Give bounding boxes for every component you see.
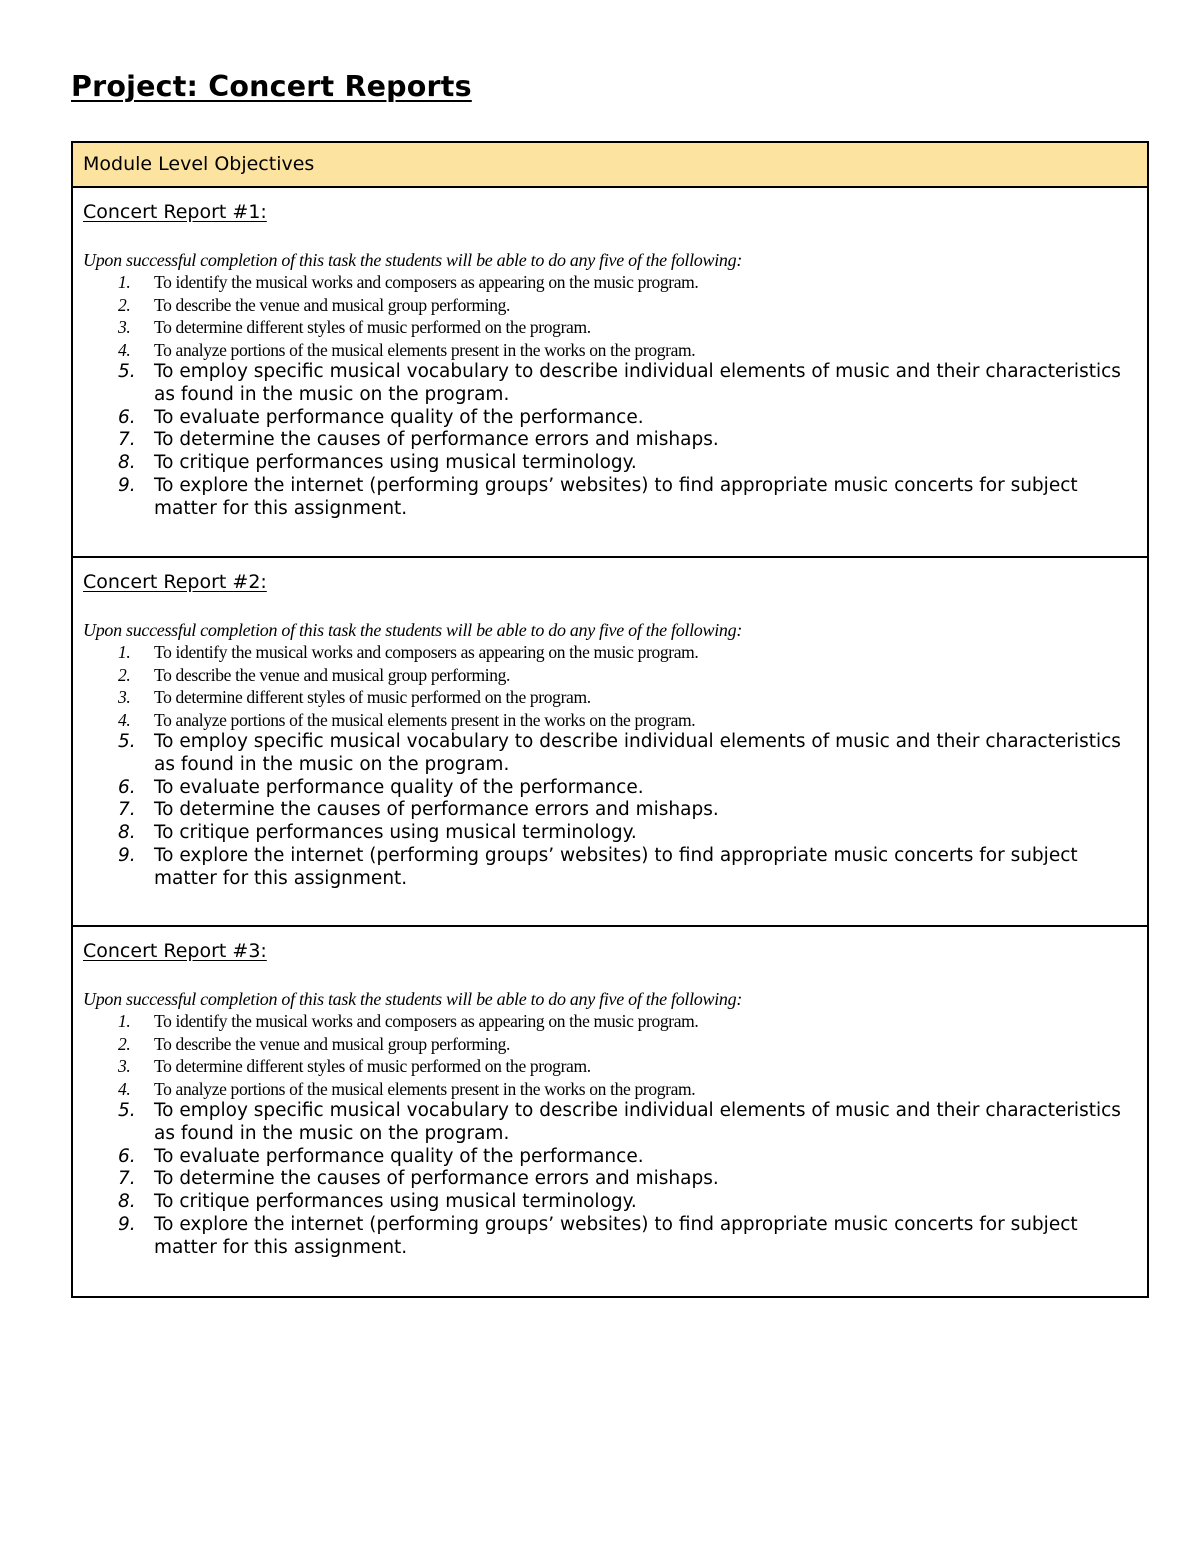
objective-number: 3.	[118, 1056, 131, 1076]
objective-text: To analyze portions of the musical elements present in the works on the program.	[154, 1078, 696, 1099]
objective-text: To determine the causes of performance errors and mishaps.	[154, 799, 719, 821]
objective-number: 8.	[118, 822, 136, 844]
objective-item	[83, 475, 1137, 521]
report-row	[72, 926, 1148, 1297]
objective-number: 2.	[118, 1033, 131, 1054]
objective-text: To determine different styles of music performed on the program.	[154, 1056, 591, 1076]
objective-item	[83, 1078, 1137, 1101]
objective-text: To employ specific musical vocabulary to describe individual elements of music and their characteristics as found in the music on the program.	[154, 731, 1121, 775]
objective-text: To analyze portions of the musical elements present in the works on the program.	[154, 709, 696, 730]
objective-text: To employ specific musical vocabulary to describe individual elements of music and their characteristics as found in the music on the program.	[154, 361, 1121, 405]
objective-text: To critique performances using musical terminology.	[154, 1191, 637, 1213]
report-row	[72, 187, 1148, 557]
objective-item	[83, 1191, 1137, 1214]
objective-number: 2.	[118, 664, 131, 685]
objective-number: 2.	[118, 294, 131, 315]
report-heading: Concert Report #2:	[83, 571, 267, 593]
objective-item	[83, 1168, 1137, 1191]
table-header-row	[72, 142, 1148, 187]
objective-number: 9.	[118, 474, 136, 496]
report-heading: Concert Report #3:	[83, 940, 267, 962]
objective-text: To evaluate performance quality of the performance.	[154, 776, 644, 798]
objective-list	[83, 641, 1137, 891]
objective-text: To explore the internet (performing groups’ websites) to find appropriate music concerts for subject matter for this assignment.	[154, 474, 1078, 519]
objective-number: 4.	[118, 709, 131, 730]
objective-text: To describe the venue and musical group performing.	[154, 664, 511, 685]
objective-item	[83, 641, 1137, 664]
objective-number: 7.	[118, 429, 136, 451]
objective-text: To determine different styles of music performed on the program.	[154, 687, 591, 707]
objective-item	[83, 664, 1137, 687]
objective-text: To critique performances using musical terminology.	[154, 822, 637, 844]
objective-number: 6.	[118, 1145, 136, 1167]
objective-item	[83, 1033, 1137, 1056]
objective-item	[83, 361, 1137, 407]
objective-item	[83, 339, 1137, 362]
objective-text: To determine the causes of performance errors and mishaps.	[154, 1168, 719, 1190]
objective-text: To evaluate performance quality of the performance.	[154, 1145, 644, 1167]
objective-number: 7.	[118, 799, 136, 821]
objective-text: To explore the internet (performing groups’ websites) to find appropriate music concerts for subject matter for this assignment.	[154, 844, 1078, 889]
objective-item	[83, 1100, 1137, 1146]
objective-list	[83, 1010, 1137, 1260]
objective-number: 3.	[118, 687, 131, 707]
objective-item	[83, 686, 1137, 709]
objective-text: To determine different styles of music performed on the program.	[154, 317, 591, 337]
objective-item	[83, 1010, 1137, 1033]
objective-item	[83, 845, 1137, 891]
objective-text: To analyze portions of the musical elements present in the works on the program.	[154, 339, 696, 360]
objective-number: 8.	[118, 1191, 136, 1213]
objective-item	[83, 452, 1137, 475]
objective-number: 1.	[118, 642, 131, 662]
objective-item	[83, 429, 1137, 452]
objective-number: 9.	[118, 1213, 136, 1235]
objective-number: 4.	[118, 1078, 131, 1099]
table-header: Module Level Objectives	[72, 142, 1148, 187]
objective-item	[83, 407, 1137, 430]
objective-text: To identify the musical works and composers as appearing on the music program.	[154, 272, 699, 292]
objective-item	[83, 1214, 1137, 1260]
objective-text: To describe the venue and musical group performing.	[154, 1033, 511, 1054]
page-title: Project: Concert Reports	[71, 70, 472, 103]
objective-number: 6.	[118, 406, 136, 428]
objective-item	[83, 822, 1137, 845]
objective-number: 6.	[118, 776, 136, 798]
report-heading: Concert Report #1:	[83, 201, 267, 223]
objective-number: 7.	[118, 1168, 136, 1190]
objective-number: 1.	[118, 272, 131, 292]
objectives-table	[71, 141, 1149, 1298]
objective-text: To explore the internet (performing groups’ websites) to find appropriate music concerts for subject matter for this assignment.	[154, 1213, 1078, 1258]
objective-text: To evaluate performance quality of the performance.	[154, 406, 644, 428]
objective-item	[83, 1146, 1137, 1169]
objective-item	[83, 1055, 1137, 1078]
report-intro: Upon successful completion of this task the students will be able to do any five of the following:	[83, 989, 743, 1009]
objective-number: 5.	[118, 1100, 136, 1121]
objective-text: To employ specific musical vocabulary to describe individual elements of music and their characteristics as found in the music on the program.	[154, 1100, 1121, 1144]
objective-text: To determine the causes of performance errors and mishaps.	[154, 429, 719, 451]
report-row	[72, 557, 1148, 926]
objective-text: To identify the musical works and composers as appearing on the music program.	[154, 1011, 699, 1031]
objective-number: 5.	[118, 731, 136, 752]
objective-number: 9.	[118, 844, 136, 866]
report-section-2	[72, 557, 1148, 926]
objective-text: To identify the musical works and composers as appearing on the music program.	[154, 642, 699, 662]
objective-item	[83, 731, 1137, 777]
objective-text: To describe the venue and musical group performing.	[154, 294, 511, 315]
objective-item	[83, 777, 1137, 800]
report-section-3	[72, 926, 1148, 1297]
objective-number: 3.	[118, 317, 131, 337]
objective-item	[83, 271, 1137, 294]
objective-item	[83, 316, 1137, 339]
objective-number: 8.	[118, 452, 136, 474]
objective-item	[83, 799, 1137, 822]
objective-list	[83, 271, 1137, 521]
report-section-1	[72, 187, 1148, 557]
objective-item	[83, 294, 1137, 317]
objective-text: To critique performances using musical terminology.	[154, 452, 637, 474]
report-intro: Upon successful completion of this task the students will be able to do any five of the following:	[83, 620, 743, 640]
report-intro: Upon successful completion of this task the students will be able to do any five of the following:	[83, 250, 743, 270]
objective-item	[83, 709, 1137, 732]
objective-number: 5.	[118, 361, 136, 382]
objective-number: 1.	[118, 1011, 131, 1031]
objective-number: 4.	[118, 339, 131, 360]
